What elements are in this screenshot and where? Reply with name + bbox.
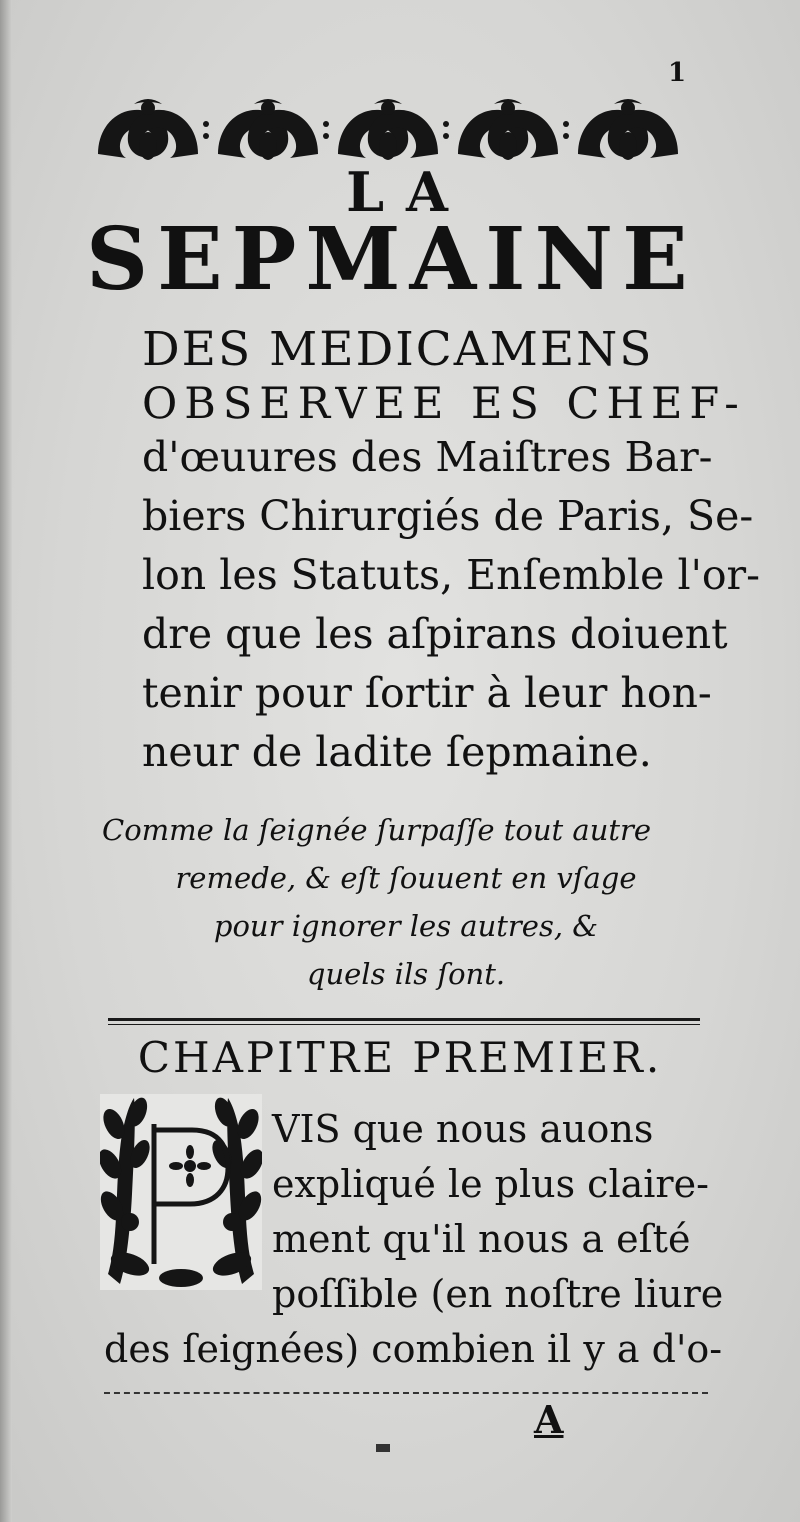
signature-mark: A <box>534 1397 564 1442</box>
subtitle-body <box>142 428 760 782</box>
paragraph-line: VIS que nous auons <box>272 1107 654 1151</box>
subtitle-body-line: dre que les aſpirans doiuent <box>142 610 728 658</box>
title-line-la: LA <box>346 160 470 224</box>
dropcap-paragraph <box>272 1102 724 1322</box>
page-number: 1 <box>668 58 687 88</box>
subtitle-body-line: tenir pour ſortir à leur hon- <box>142 669 712 717</box>
chapter-heading: CHAPITRE PREMIER. <box>137 1033 663 1082</box>
divider-rule-thin <box>108 1024 700 1025</box>
italic-summary <box>96 806 716 998</box>
divider-rule <box>108 1018 700 1021</box>
italic-line: pour ignorer les autres, & <box>213 909 599 943</box>
subtitle-body-line: neur de ladite ſepmaine. <box>142 728 652 776</box>
subtitle-body-line: d'œuures des Maiſtres Bar- <box>142 433 713 481</box>
paragraph-line: poſſible (en noſtre liure <box>272 1272 724 1316</box>
catchword-rule <box>104 1392 708 1394</box>
paragraph-full-line: des ſeignées) combien il y a d'o- <box>104 1327 723 1371</box>
ink-blot-mark <box>376 1444 390 1452</box>
subtitle-line-2: OBSERVEE ES CHEF- <box>142 379 746 429</box>
subtitle-body-line: biers Chirurgiés de Paris, Se- <box>142 492 754 540</box>
subtitle-line-1: DES MEDICAMENS <box>142 322 654 377</box>
subtitle-body-line: lon les Statuts, Enſemble l'or- <box>142 551 760 599</box>
woodcut-initial-icon <box>100 1094 262 1290</box>
paragraph-line: ment qu'il nous a eſté <box>272 1217 691 1261</box>
paragraph-line: expliqué le plus claire- <box>272 1162 709 1206</box>
title-line-sepmaine: SEPMAINE <box>86 209 697 310</box>
italic-line: Comme la ſeignée ſurpaſſe tout autre <box>102 813 652 847</box>
floral-headpiece-icon <box>88 96 688 164</box>
italic-line: quels ils ſont. <box>306 957 506 991</box>
binding-edge <box>0 0 12 1522</box>
italic-line: remede, & eſt ſouuent en vſage <box>175 861 637 895</box>
